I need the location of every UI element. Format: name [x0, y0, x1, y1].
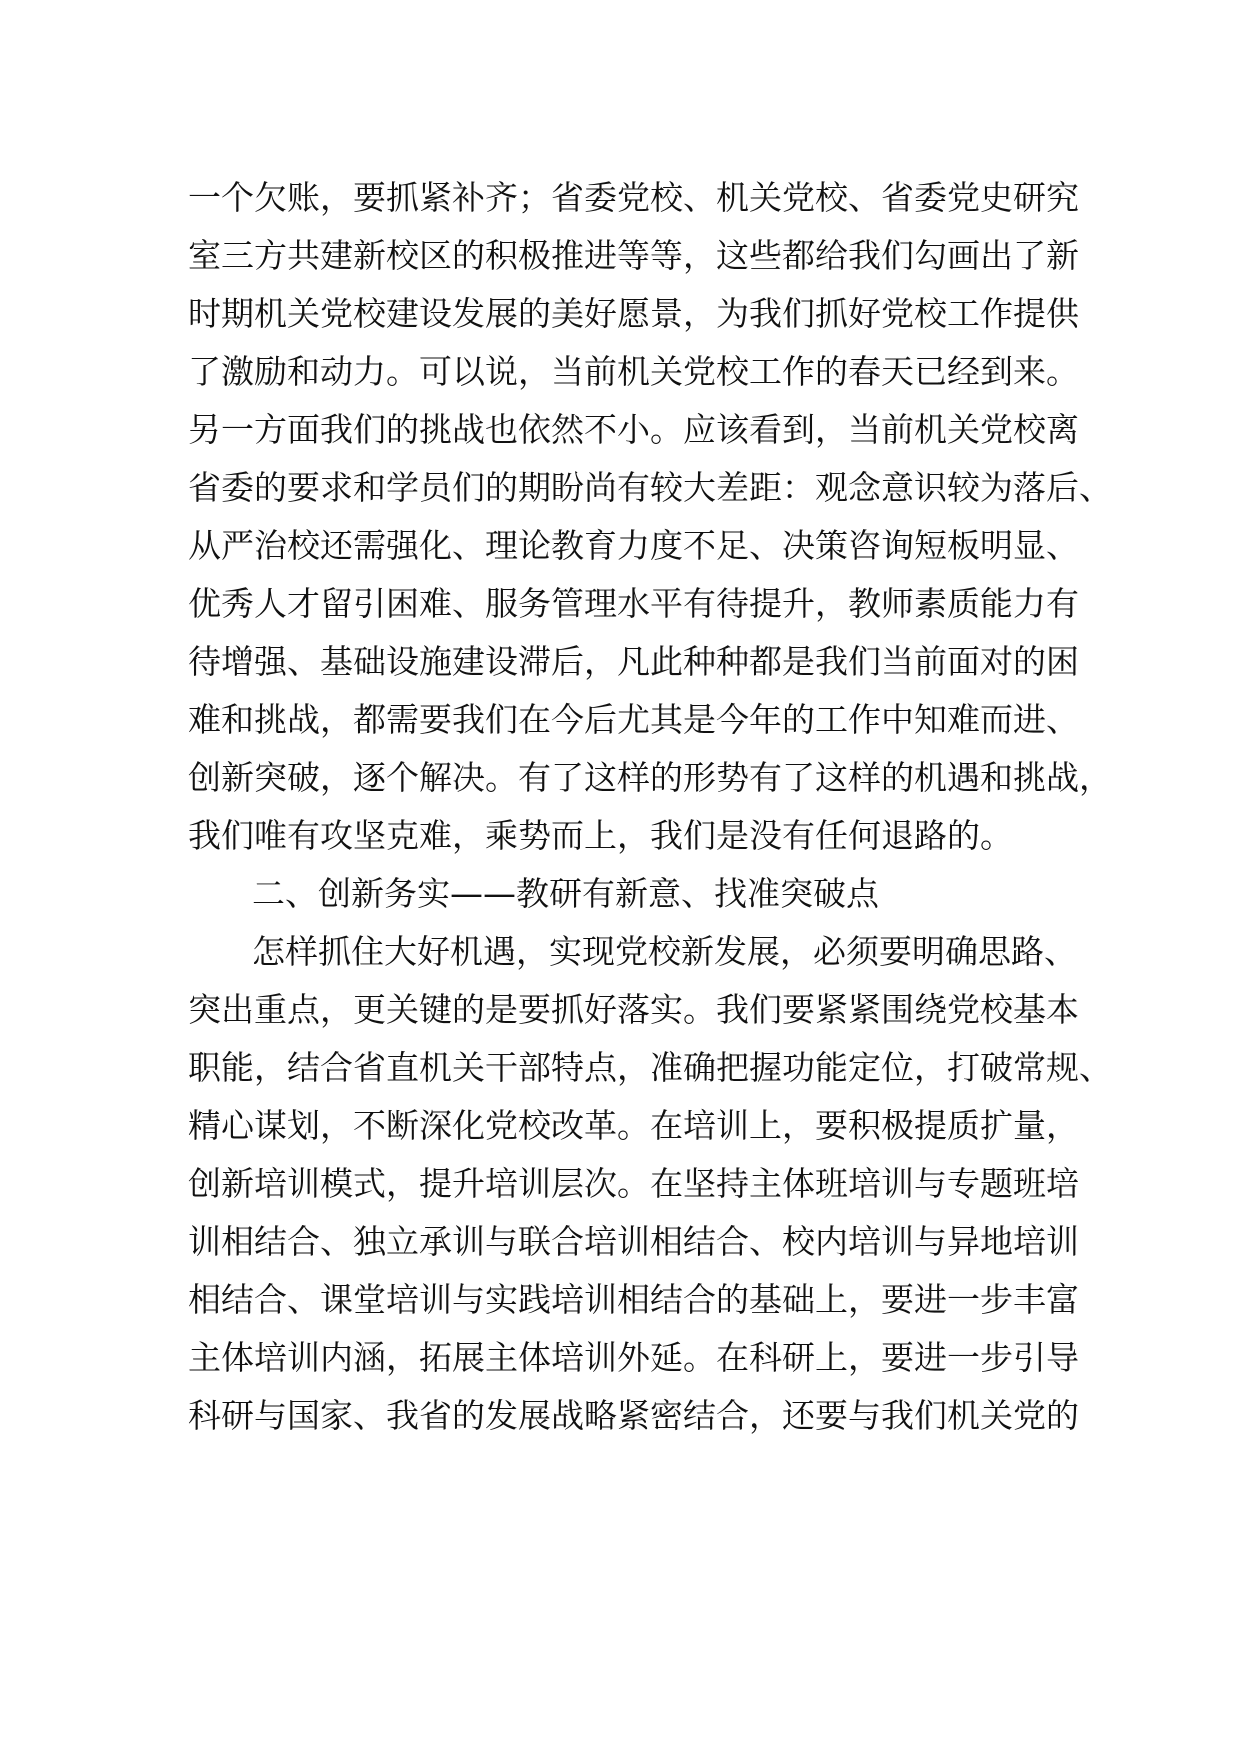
- body-text-line: 突出重点，更关键的是要抓好落实。我们要紧紧围绕党校基本: [188, 990, 1079, 1029]
- body-text-line: 训相结合、独立承训与联合培训相结合、校内培训与异地培训: [188, 1222, 1079, 1261]
- body-text-line: 待增强、基础设施建设滞后，凡此种种都是我们当前面对的困: [188, 642, 1079, 681]
- body-text-line: 难和挑战，都需要我们在今后尤其是今年的工作中知难而进、: [188, 700, 1079, 739]
- paragraph-first-line: 怎样抓住大好机遇，实现党校新发展，必须要明确思路、: [252, 932, 1077, 971]
- body-text-line: 创新突破，逐个解决。有了这样的形势有了这样的机遇和挑战，: [188, 758, 1112, 797]
- section-heading: 二、创新务实——教研有新意、找准突破点: [252, 874, 879, 913]
- body-text-line: 科研与国家、我省的发展战略紧密结合，还要与我们机关党的: [188, 1396, 1079, 1435]
- body-text-line: 另一方面我们的挑战也依然不小。应该看到，当前机关党校离: [188, 410, 1079, 449]
- body-text-line: 主体培训内涵，拓展主体培训外延。在科研上，要进一步引导: [188, 1338, 1079, 1377]
- body-text-line: 从严治校还需强化、理论教育力度不足、决策咨询短板明显、: [188, 526, 1079, 565]
- body-text-line: 精心谋划，不断深化党校改革。在培训上，要积极提质扩量，: [188, 1106, 1079, 1145]
- body-text-line: 室三方共建新校区的积极推进等等，这些都给我们勾画出了新: [188, 236, 1079, 275]
- body-text-line: 省委的要求和学员们的期盼尚有较大差距：观念意识较为落后、: [188, 468, 1112, 507]
- body-text-line: 相结合、课堂培训与实践培训相结合的基础上，要进一步丰富: [188, 1280, 1079, 1319]
- body-text-line: 了激励和动力。可以说，当前机关党校工作的春天已经到来。: [188, 352, 1079, 391]
- body-text-line: 优秀人才留引困难、服务管理水平有待提升，教师素质能力有: [188, 584, 1079, 623]
- body-text-line: 一个欠账，要抓紧补齐；省委党校、机关党校、省委党史研究: [188, 178, 1079, 217]
- body-text-line: 创新培训模式，提升培训层次。在坚持主体班培训与专题班培: [188, 1164, 1079, 1203]
- body-text-line: 时期机关党校建设发展的美好愿景，为我们抓好党校工作提供: [188, 294, 1079, 333]
- body-text-line: 我们唯有攻坚克难，乘势而上，我们是没有任何退路的。: [188, 816, 1013, 855]
- body-text-line: 职能，结合省直机关干部特点，准确把握功能定位，打破常规、: [188, 1048, 1112, 1087]
